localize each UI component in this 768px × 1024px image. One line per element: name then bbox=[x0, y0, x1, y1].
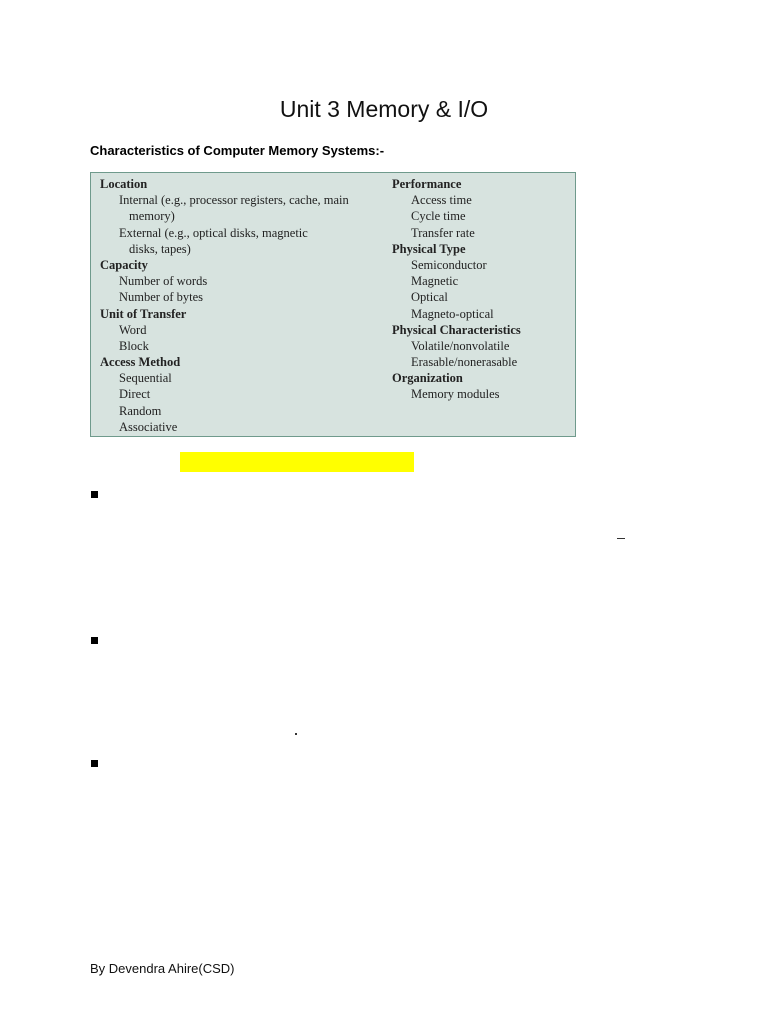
table-entry: Word bbox=[119, 322, 147, 337]
author-footer: By Devendra Ahire(CSD) bbox=[90, 961, 235, 976]
bullet-square-icon bbox=[91, 760, 98, 767]
section-heading: Characteristics of Computer Memory Systems:- bbox=[90, 143, 385, 158]
table-entry: Random bbox=[119, 403, 162, 418]
table-entry: Cycle time bbox=[411, 209, 466, 224]
table-entry: Direct bbox=[119, 387, 151, 402]
table-category-heading: Capacity bbox=[100, 257, 148, 272]
table-category-heading: Physical Characteristics bbox=[392, 322, 521, 337]
table-entry: Optical bbox=[411, 290, 448, 305]
bullet-square-icon bbox=[91, 491, 98, 498]
table-right-column bbox=[392, 176, 572, 403]
table-entry: Volatile/nonvolatile bbox=[411, 338, 510, 353]
table-category-heading: Location bbox=[100, 177, 148, 191]
table-entry: External (e.g., optical disks, magnetic bbox=[119, 225, 308, 240]
page-title: Unit 3 Memory & I/O bbox=[279, 96, 489, 122]
table-entry: Semiconductor bbox=[411, 257, 487, 272]
table-category-heading: Organization bbox=[392, 371, 463, 386]
table-category-heading: Access Method bbox=[100, 355, 181, 370]
memory-characteristics-table bbox=[90, 172, 576, 437]
table-category-heading: Unit of Transfer bbox=[100, 306, 187, 321]
table-entry: Sequential bbox=[119, 371, 172, 386]
table-entry: Block bbox=[119, 338, 149, 353]
table-entry: Magneto-optical bbox=[411, 306, 494, 321]
table-entry: Associative bbox=[119, 419, 178, 434]
table-entry: Erasable/nonerasable bbox=[411, 355, 518, 370]
highlighted-blank-text bbox=[180, 452, 414, 472]
table-entry: memory) bbox=[129, 209, 175, 224]
table-category-heading: Performance bbox=[392, 177, 462, 191]
stray-dash-mark bbox=[617, 538, 625, 539]
table-entry: Number of words bbox=[119, 274, 208, 289]
table-left-column bbox=[100, 176, 380, 435]
table-entry: Transfer rate bbox=[411, 225, 475, 240]
table-entry: Internal (e.g., processor registers, cache, main bbox=[119, 193, 349, 208]
bullet-square-icon bbox=[91, 637, 98, 644]
stray-dot-mark bbox=[295, 733, 297, 735]
table-category-heading: Physical Type bbox=[392, 241, 466, 256]
table-entry: Magnetic bbox=[411, 274, 459, 289]
table-entry: Memory modules bbox=[411, 387, 500, 402]
table-entry: Access time bbox=[411, 193, 472, 208]
table-entry: disks, tapes) bbox=[129, 241, 191, 256]
table-entry: Number of bytes bbox=[119, 290, 204, 305]
